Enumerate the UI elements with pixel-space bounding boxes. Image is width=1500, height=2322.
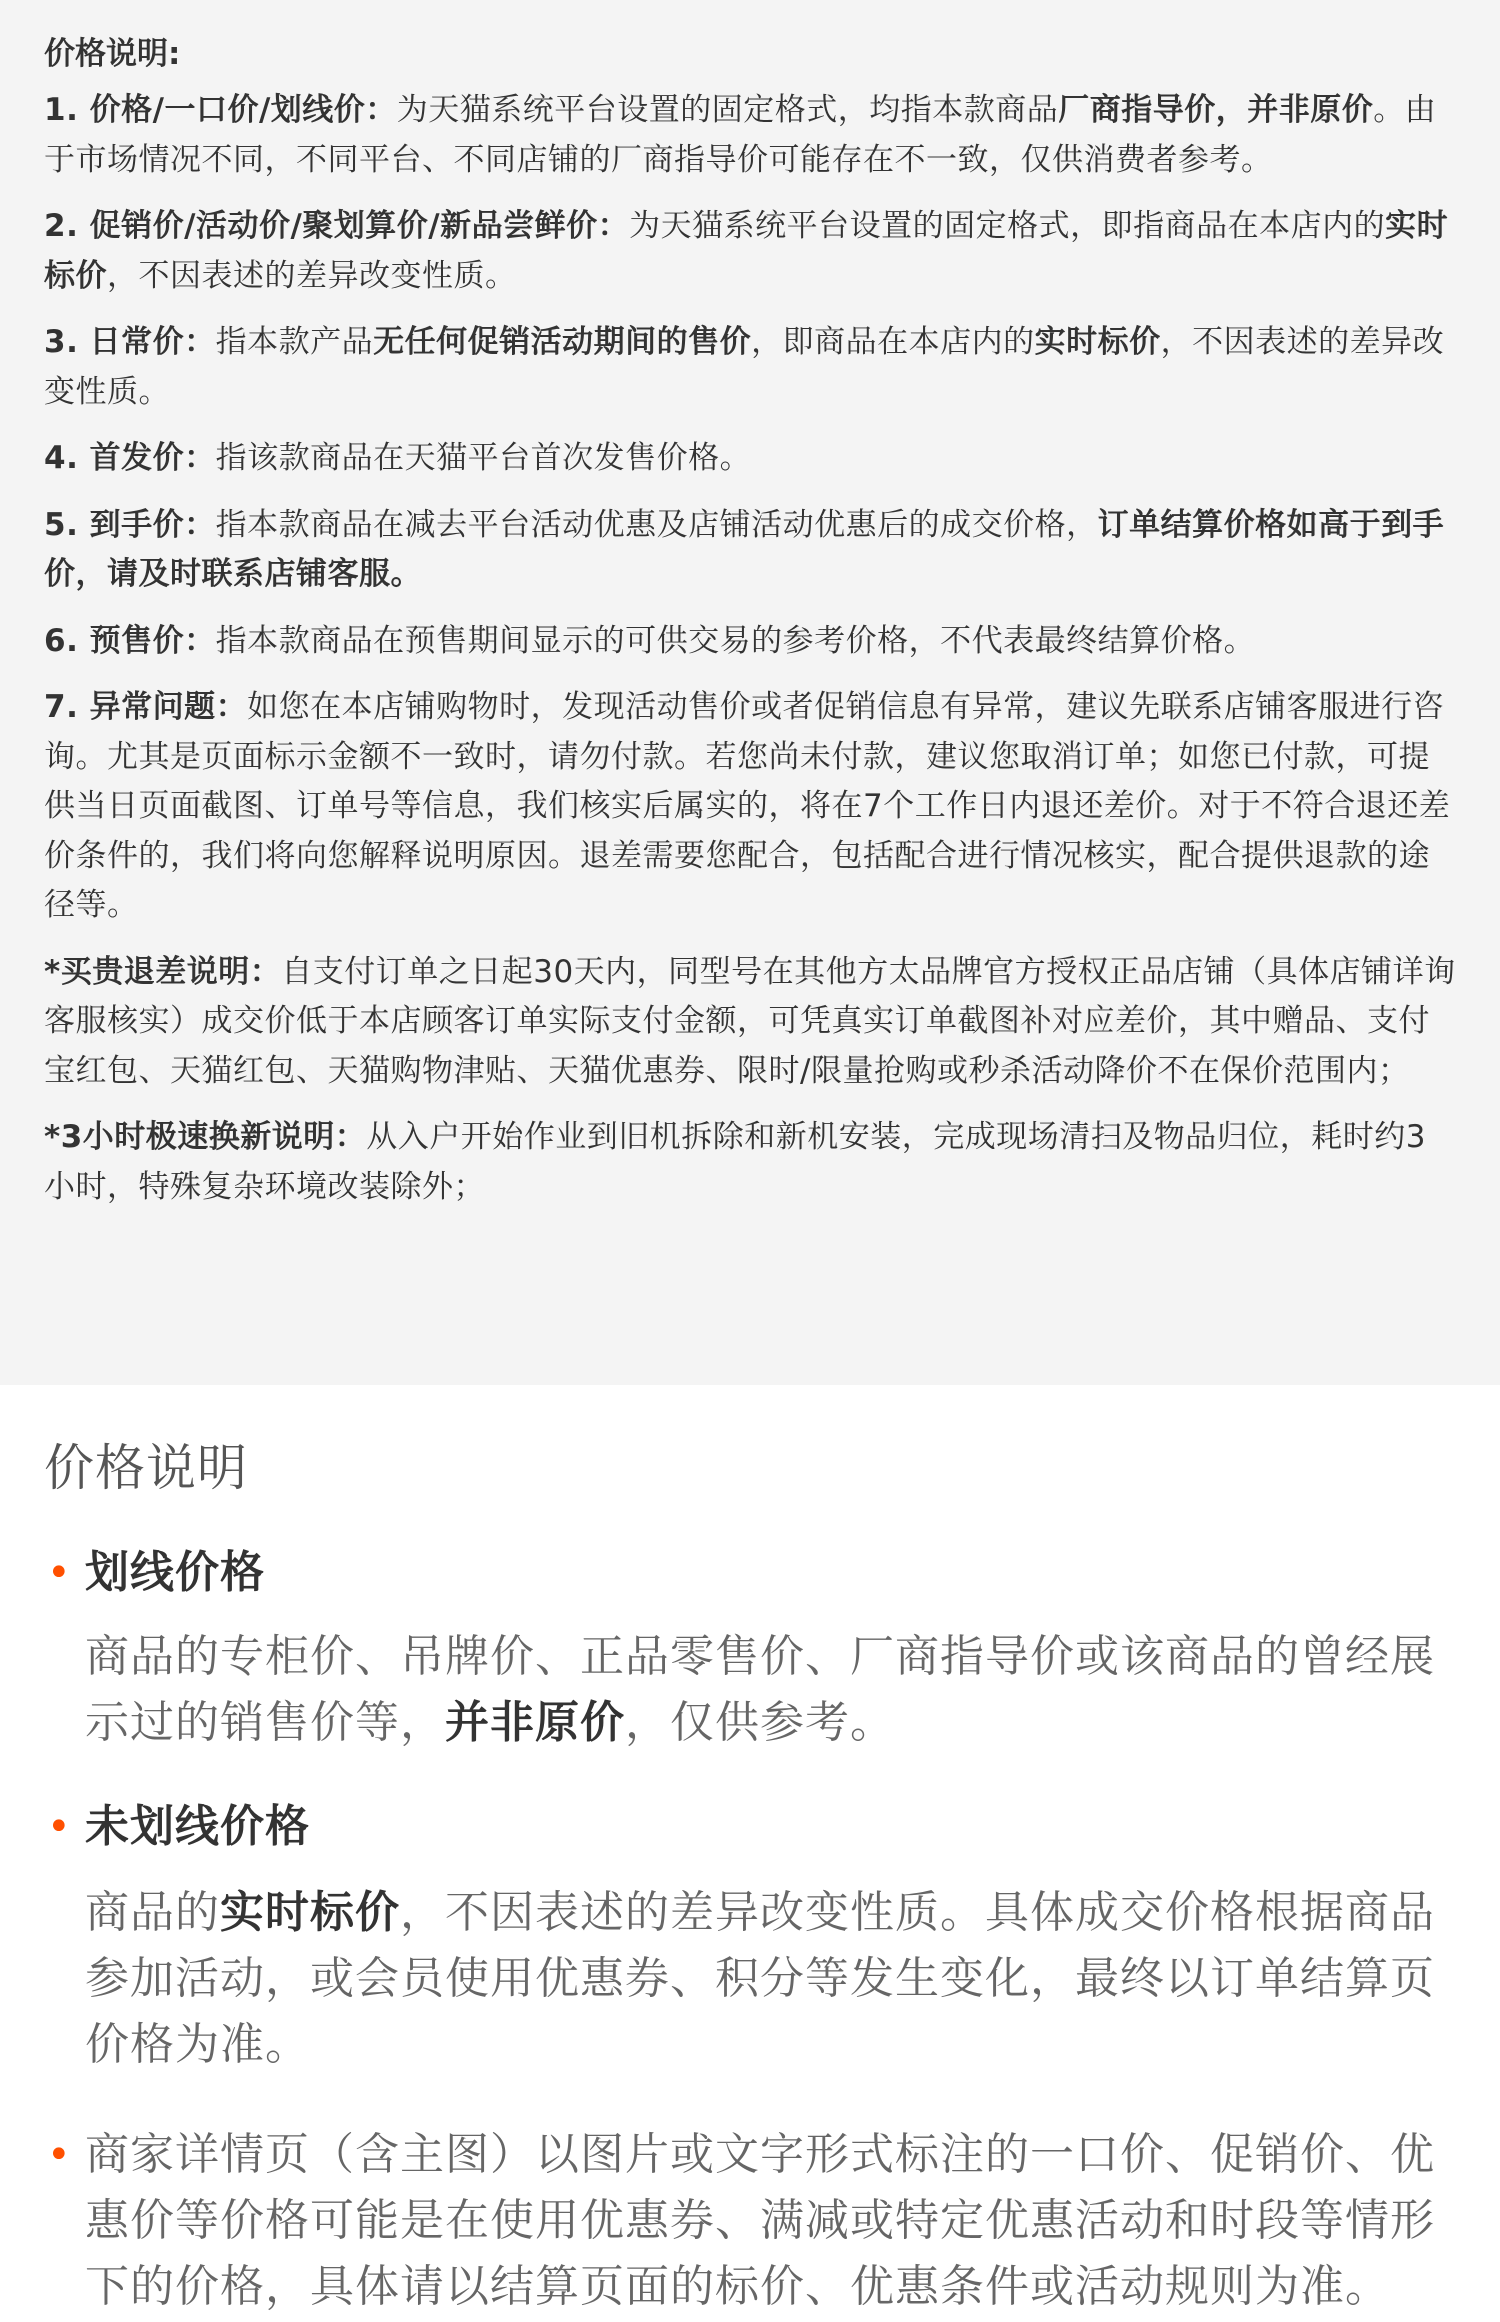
note-text: 。由于市场情况不同，不同平台、不同店铺的厂商指导价可能存在不一致，仅供消费者参考。 — [44, 92, 1437, 178]
note-item-list-price — [44, 86, 1456, 185]
note-text: 指本款商品在预售期间显示的可供交易的参考价格，不代表最终结算价格。 — [215, 622, 1256, 659]
note-bold-text: 实时标价 — [44, 208, 1449, 294]
note-text: 指本款商品在减去平台活动优惠及店铺活动优惠后的成交价格， — [215, 506, 1098, 543]
bullet-body: 商家详情页（含主图）以图片或文字形式标注的一口价、促销价、优惠价等价格可能是在使用优惠券、满减或特定优惠活动和时段等情形下的价格，具体请以结算页面的标价、优惠条件或活动规则为准。 — [85, 2129, 1435, 2312]
bullet-dot-icon: • — [47, 2132, 71, 2178]
bullet-bold-text: 并非原价 — [445, 1697, 625, 1748]
bullet-non-strikethrough-price — [44, 1794, 1456, 2078]
bullet-text: 商品的 — [85, 1887, 220, 1938]
note-item-daily-price — [44, 318, 1456, 417]
note-text: 如您在本店铺购物时，发现活动售价或者促销信息有异常，建议先联系店铺客服进行咨询。尤其是页面标示金额不一致时，请勿付款。若您尚未付款，建议您取消订单；如您已付款，可提供当日页面截图、订单号等信息，我们核实后属实的，将在7个工作日内退还差价。对于不符合退还差价条件的，我们将向您解释说明原因。退差需要您配合，包括配合进行情况核实，配合提供退款的途径等。 — [44, 689, 1451, 923]
note-text: 为天猫系统平台设置的固定格式，均指本款商品 — [396, 92, 1059, 128]
note-bold-text: 实时标价 — [1034, 324, 1161, 360]
note-text: 自支付订单之日起30天内，同型号在其他方太品牌官方授权正品店铺（具体店铺详询客服核实）成交价低于本店顾客订单实际支付金额，可凭真实订单截图补对应差价，其中赠品、支付宝红包、天猫红包、天猫购物津贴、天猫优惠券、限时/限量抢购或秒杀活动降价不在保价范围内； — [44, 953, 1456, 1089]
note-text: ，不因表述的差异改变性质。 — [44, 324, 1445, 410]
note-label: 6. 预售价： — [44, 622, 216, 659]
note-text: 为天猫系统平台设置的固定格式，即指商品在本店内的 — [629, 208, 1386, 244]
note-label: 4. 首发价： — [44, 440, 216, 476]
note-item-final-price — [44, 501, 1456, 600]
bullet-heading: 划线价格 — [85, 1547, 265, 1598]
note-label: 1. 价格/一口价/划线价： — [44, 92, 397, 128]
bullet-heading: 未划线价格 — [85, 1801, 310, 1852]
note-item-launch-price — [44, 434, 1456, 484]
note-item-price-protection — [44, 948, 1456, 1097]
section-title: 价格说明 — [44, 1439, 248, 1497]
note-item-3h-replacement — [44, 1113, 1456, 1212]
note-label: 5. 到手价： — [44, 506, 216, 543]
note-text: 指本款产品 — [215, 324, 374, 360]
note-text: ，不因表述的差异改变性质。 — [107, 257, 517, 294]
note-text: 从入户开始作业到旧机拆除和新机安装，完成现场清扫及物品归位，耗时约3小时，特殊复杂环境改装除外； — [44, 1119, 1427, 1205]
bullet-detail-page-price — [44, 2122, 1456, 2320]
note-bold-text: 无任何促销活动期间的售价 — [373, 324, 752, 360]
bullet-body — [85, 1624, 1456, 1756]
bullet-body — [85, 1880, 1456, 2078]
note-label: 2. 促销价/活动价/聚划算价/新品尝鲜价： — [44, 208, 630, 244]
note-item-presale-price — [44, 617, 1456, 667]
note-text: ，即商品在本店内的 — [751, 324, 1035, 360]
note-bold-text: 订单结算价格如高于到手价，请及时联系店铺客服。 — [44, 506, 1445, 592]
bullet-text: ，仅供参考。 — [625, 1697, 895, 1748]
bullet-text: ，不因表述的差异改变性质。具体成交价格根据商品参加活动，或会员使用优惠券、积分等发生变化，最终以订单结算页价格为准。 — [85, 1887, 1435, 2070]
note-label: 7. 异常问题： — [44, 689, 248, 725]
note-item-promo-price — [44, 202, 1456, 301]
bullet-bold-text: 实时标价 — [220, 1887, 400, 1938]
note-label: *买贵退差说明： — [44, 953, 282, 990]
panel-title: 价格说明: — [44, 36, 181, 72]
bullet-dot-icon: • — [47, 1550, 71, 1596]
bullet-dot-icon: • — [47, 1804, 71, 1850]
note-item-exceptions — [44, 683, 1456, 931]
note-label: *3小时极速换新说明： — [44, 1119, 367, 1155]
note-label: 3. 日常价： — [44, 324, 216, 360]
price-explanation-section — [0, 1433, 1500, 2320]
note-bold-text: 厂商指导价，并非原价 — [1058, 92, 1374, 128]
bullet-strikethrough-price — [44, 1540, 1456, 1756]
bullet-text: 商品的专柜价、吊牌价、正品零售价、厂商指导价或该商品的曾经展示过的销售价等， — [85, 1631, 1435, 1748]
note-text: 指该款商品在天猫平台首次发售价格。 — [215, 440, 752, 476]
